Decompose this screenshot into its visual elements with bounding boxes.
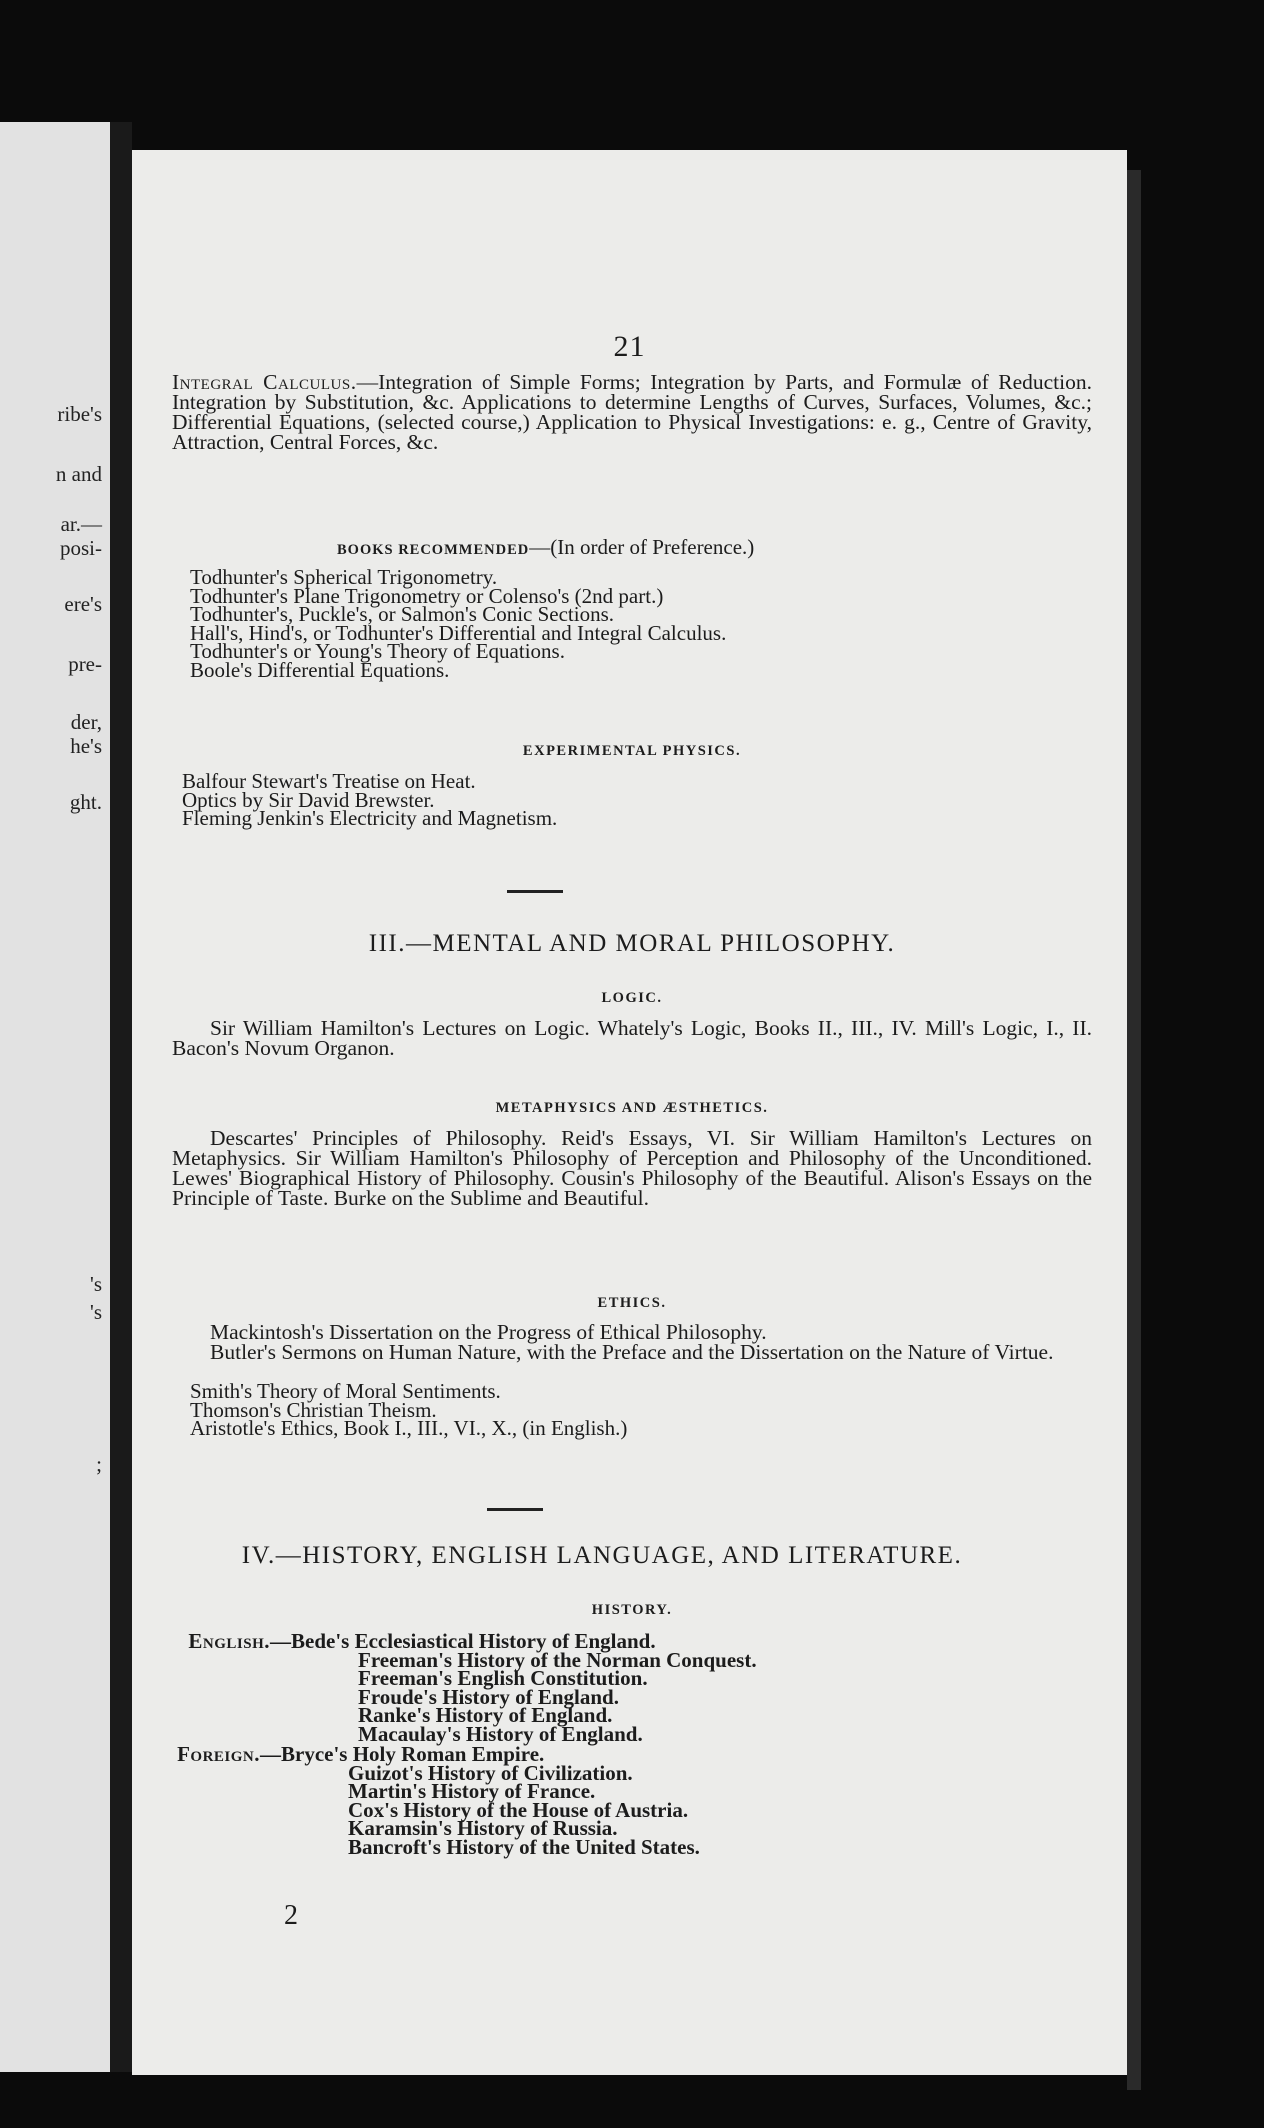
- list-item-text: Karamsin's History of Russia.: [348, 1816, 618, 1840]
- ethics-list: [172, 1379, 1110, 1440]
- ethics-paragraph-2: Butler's Sermons on Human Nature, with the Preface and the Dissertation on the Nature of Virtue.: [210, 1340, 1054, 1364]
- list-item-text: Froude's History of England.: [358, 1684, 619, 1709]
- list-item-text: Freeman's English Constitution.: [358, 1666, 648, 1690]
- logic-heading: LOGIC.: [601, 990, 663, 1006]
- list-item-text: Bancroft's History of the United States.: [348, 1834, 700, 1859]
- signature-mark: 2: [284, 1900, 298, 1931]
- ethics-paragraph-1: Mackintosh's Dissertation on the Progress of Ethical Philosophy.: [210, 1320, 767, 1344]
- list-item: Optics by Sir David Brewster.: [182, 787, 435, 812]
- list-item-text: Freeman's History of the Norman Conquest.: [358, 1647, 757, 1672]
- facing-page-fragment: 's: [90, 1272, 102, 1296]
- list-item-text: Macaulay's History of England.: [358, 1721, 643, 1746]
- list-item: [142, 1834, 1062, 1859]
- facing-page-fragment: ght.: [69, 790, 102, 814]
- books-recommended-note: —(In order of Preference.): [529, 535, 755, 559]
- list-item-text: Guizot's History of Civilization.: [348, 1760, 633, 1785]
- list-item: [152, 1684, 1072, 1709]
- metaphysics-heading: METAPHYSICS AND ÆSTHETICS.: [495, 1100, 769, 1116]
- books-recommended-tag: BOOKS RECOMMENDED: [337, 542, 530, 558]
- facing-page-fragment: n and: [55, 462, 102, 486]
- list-item: Todhunter's or Young's Theory of Equations.: [190, 639, 565, 663]
- integral-calculus-text: —Integration of Simple Forms; Integration by Parts, and Formulæ of Reduction. Integration by Substitution, &c. Applications to determine Lengths of Curves, Surfaces, Volumes, &c.; Differential Equations, (selected course,) Application to Physical Investigations: e. g., Centre of Gravity, Attraction, Central Forces, &c.: [172, 370, 1093, 454]
- facing-page-fragment: ribe's: [57, 402, 102, 426]
- facing-page-fragment: ere's: [64, 592, 102, 616]
- book-gutter: [110, 122, 132, 2072]
- list-item: Todhunter's, Puckle's, or Salmon's Conic Sections.: [190, 602, 615, 626]
- ethics-heading: ETHICS.: [597, 1295, 667, 1311]
- list-item: Boole's Differential Equations.: [190, 657, 450, 682]
- list-item-text: Martin's History of France.: [348, 1779, 596, 1803]
- list-item: [152, 1721, 1072, 1746]
- section-divider: [487, 1508, 543, 1511]
- english-label: English.: [188, 1629, 270, 1653]
- book-page: [132, 150, 1127, 2075]
- facing-page-fragment: ar.—: [60, 512, 102, 536]
- facing-page-fragment: ;: [96, 1452, 102, 1476]
- section-divider: [507, 890, 563, 893]
- facing-page-fragment: 's: [90, 1300, 102, 1324]
- foreign-label: Foreign.: [177, 1742, 260, 1766]
- list-item: Fleming Jenkin's Electricity and Magnetism.: [182, 806, 558, 830]
- facing-page-fragment: der,: [70, 710, 102, 734]
- list-item-text: —Bede's Ecclesiastical History of England.: [270, 1629, 656, 1653]
- facing-page-fragment: pre-: [68, 652, 102, 676]
- section-4-title: IV.—HISTORY, ENGLISH LANGUAGE, AND LITERATURE.: [241, 1542, 963, 1569]
- list-item: Todhunter's Plane Trigonometry or Colenso's (2nd part.): [190, 583, 664, 608]
- books-recommended-list: [172, 565, 1110, 682]
- list-item: Aristotle's Ethics, Book I., III., VI., X., (in English.): [190, 1416, 628, 1440]
- experimental-physics-list: [172, 769, 1102, 830]
- section-3-title: III.—MENTAL AND MORAL PHILOSOPHY.: [368, 930, 896, 957]
- list-item: Todhunter's Spherical Trigonometry.: [190, 565, 498, 589]
- list-item: Balfour Stewart's Treatise on Heat.: [182, 769, 476, 793]
- foreign-history-list: [142, 1742, 1062, 1859]
- page-edge: [1127, 170, 1141, 2090]
- history-heading: HISTORY.: [591, 1602, 673, 1618]
- english-history-list: [152, 1629, 1072, 1746]
- list-item-text: —Bryce's Holy Roman Empire.: [260, 1742, 545, 1766]
- metaphysics-paragraph: Descartes' Principles of Philosophy. Reid's Essays, VI. Sir William Hamilton's Lectures on Metaphysics. Sir William Hamilton's Philosophy of Perception and Philosophy of the Unconditioned. Lewes' Biographical History of Philosophy. Cousin's Philosophy of the Beautiful. Alison's Essays on the Principle of Taste. Burke on the Sublime and Beautiful.: [172, 1126, 1092, 1210]
- list-item: [142, 1760, 1062, 1785]
- facing-page: [0, 122, 110, 2072]
- integral-calculus-paragraph: [172, 372, 1092, 452]
- experimental-physics-heading: EXPERIMENTAL PHYSICS.: [522, 743, 742, 759]
- list-item: Thomson's Christian Theism.: [190, 1397, 437, 1422]
- integral-calculus-lead: Integral Calculus.: [172, 370, 357, 394]
- list-item: Hall's, Hind's, or Todhunter's Differential and Integral Calculus.: [190, 620, 727, 645]
- books-recommended-heading: [172, 535, 1257, 560]
- logic-paragraph: Sir William Hamilton's Lectures on Logic. Whately's Logic, Books II., III., IV. Mill's Logic, I., II. Bacon's Novum Organon.: [172, 1016, 1092, 1060]
- facing-page-fragment: posi-: [60, 536, 102, 560]
- list-item-text: Ranke's History of England.: [358, 1703, 613, 1727]
- list-item-text: Cox's History of the House of Austria.: [348, 1797, 689, 1822]
- list-item: Smith's Theory of Moral Sentiments.: [190, 1379, 501, 1403]
- page-number: 21: [613, 330, 646, 363]
- facing-page-fragment: he's: [70, 734, 102, 758]
